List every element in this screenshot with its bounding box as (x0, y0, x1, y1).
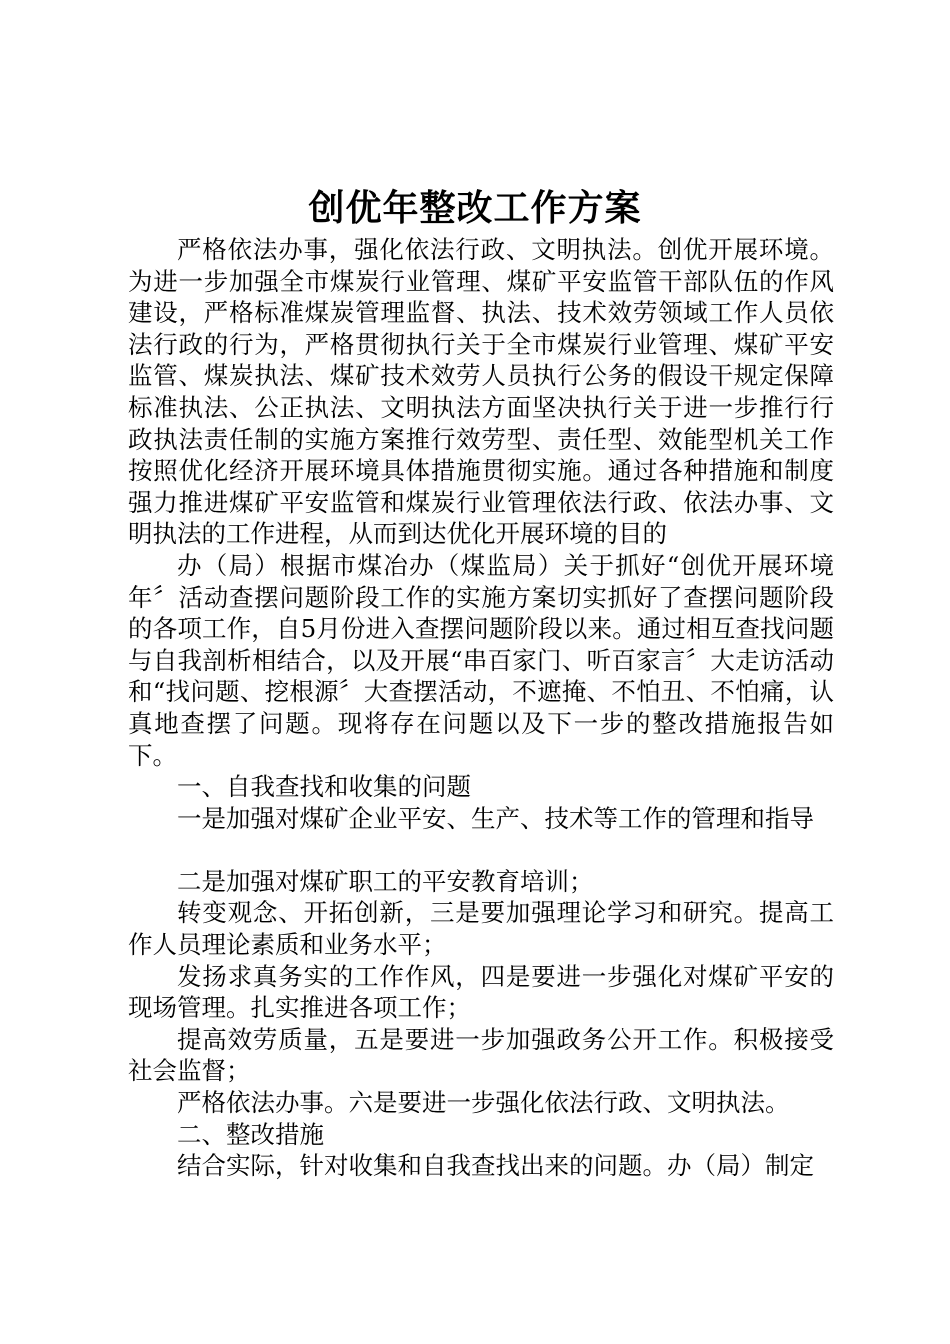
problem-item-1: 一是加强对煤矿企业平安、生产、技术等工作的管理和指导 (177, 803, 814, 833)
paragraph-background: 办（局）根据市煤冶办（煤监局）关于抓好“创优开展环境年〞活动查摆问题阶段工作的实施方案切实抓好了查摆问题阶段的各项工作，自5月份进入查摆问题阶段以来。通过相互查找问题与自我剖析相结合，以及开展“串百家门、听百家言〞大走访活动和“找问题、挖根源〞大查摆活动，不遮掩、不怕丑、不怕痛，认真地查摆了问题。现将存在问题以及下一步的整改措施报告如下。 (128, 550, 834, 770)
problem-item-6: 严格依法办事。六是要进一步强化依法行政、文明执法。 (177, 1088, 790, 1118)
problem-item-3: 转变观念、开拓创新，三是要加强理论学习和研究。提高工作人员理论素质和业务水平； (128, 898, 834, 960)
problem-item-5: 提高效劳质量，五是要进一步加强政务公开工作。积极接受社会监督； (128, 1024, 834, 1086)
section-heading-measures: 二、整改措施 (177, 1119, 324, 1149)
problem-item-2: 二是加强对煤矿职工的平安教育培训； (177, 866, 594, 896)
problem-item-4: 发扬求真务实的工作作风，四是要进一步强化对煤矿平安的现场管理。扎实推进各项工作； (128, 961, 834, 1023)
section-heading-problems: 一、自我查找和收集的问题 (177, 772, 471, 802)
paragraph-measures: 结合实际，针对收集和自我查找出来的问题。办（局）制定 (177, 1151, 814, 1181)
document-title: 创优年整改工作方案 (308, 187, 642, 229)
paragraph-intro: 严格依法办事，强化依法行政、文明执法。创优开展环境。为进一步加强全市煤炭行业管理、煤矿平安监管干部队伍的作风建设，严格标准煤炭管理监督、执法、技术效劳领域工作人员依法行政的行为，严格贯彻执行关于全市煤炭行业管理、煤矿平安监管、煤炭执法、煤矿技术效劳人员执行公务的假设干规定保障标准执法、公正执法、文明执法方面坚决执行关于进一步推行行政执法责任制的实施方案推行效劳型、责任型、效能型机关工作按照优化经济开展环境具体措施贯彻实施。通过各种措施和制度强力推进煤矿平安监管和煤炭行业管理依法行政、依法办事、文明执法的工作进程，从而到达优化开展环境的目的 (128, 235, 834, 549)
document-body (128, 234, 834, 1182)
